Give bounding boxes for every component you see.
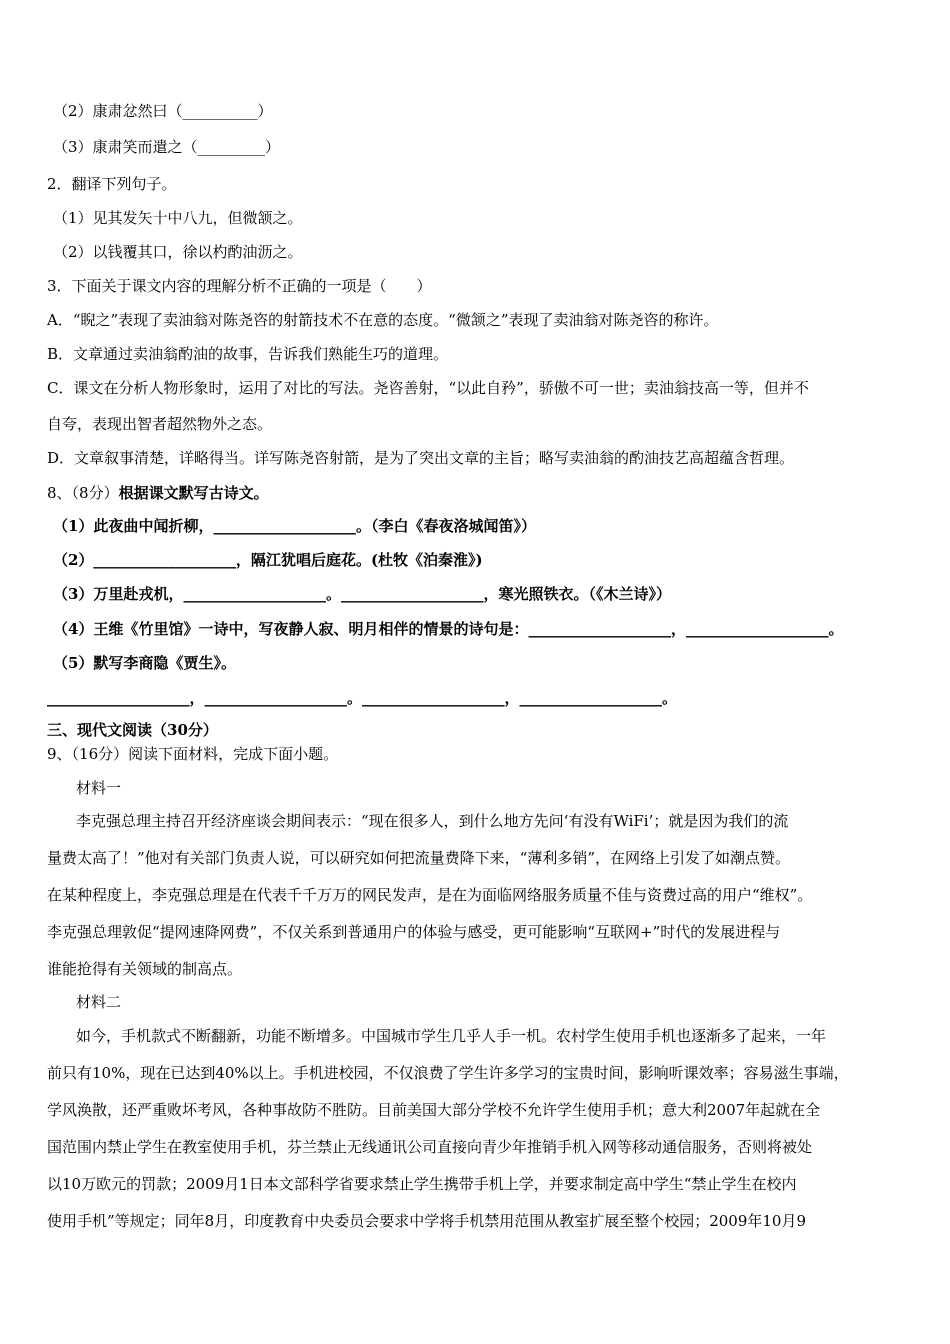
q8-header [47,483,269,503]
q2-item-1: （1）见其发矢十中八九，但微颔之。 [53,209,303,227]
material-1-line: 李克强总理主持召开经济座谈会期间表示：“现在很多人，到什么地方先问‘有没有WiFi’；就是因为我们的流 [76,812,789,830]
q8-prefix: 8、（8分） [47,484,119,502]
material-2-line: 学风涣散，还严重败坏考风，各种事故防不胜防。目前美国大部分学校不允许学生使用手机；意大利2007年起就在全 [47,1101,821,1119]
q8-item-1: （1）此夜曲中闻折柳，___________________。（李白《春夜洛城闻笛》） [53,517,536,535]
q3-option-c-line1: C．课文在分析人物形象时，运用了对比的写法。尧咨善射，“以此自矜”，骄傲不可一世；卖油翁技高一等，但并不 [47,379,809,397]
q3-option-b: B．文章通过卖油翁酌油的故事，告诉我们熟能生巧的道理。 [47,345,449,363]
material-1-title: 材料一 [76,779,122,797]
material-2-line: 如今，手机款式不断翻新，功能不断增多。中国城市学生几乎人手一机。农村学生使用手机也逐渐多了起来，一年 [76,1027,827,1045]
q3-option-a: A．“睨之”表现了卖油翁对陈尧咨的射箭技术不在意的态度。“微颔之”表现了卖油翁对陈尧咨的称许。 [47,311,719,329]
q8-item-3: （3）万里赴戎机，___________________。___________________，寒光照铁衣。（《木兰诗》） [53,585,671,603]
q8-item-2: （2）___________________，隔江犹唱后庭花。(杜牧《泊秦淮》) [53,551,483,569]
material-2-line: 前只有10%，现在已达到40%以上。手机进校园，不仅浪费了学生许多学习的宝贵时间，影响听课效率；容易滋生事端， [47,1064,849,1082]
q8-item-5: （5）默写李商隐《贾生》。 [53,654,236,672]
material-1-line: 李克强总理敦促“提网速降网费”，不仅关系到普通用户的体验与感受，更可能影响“互联网+”时代的发展进程与 [47,923,781,941]
material-2-line: 以10万欧元的罚款；2009月1日本文部科学省要求禁止学生携带手机上学，并要求制定高中学生“禁止学生在校内 [47,1175,797,1193]
q8-item-4: （4）王维《竹里馆》一诗中，写夜静人寂、明月相伴的情景的诗句是：___________________，___________________。 [53,620,844,638]
q3-option-c-line2: 自夸，表现出智者超然物外之态。 [47,415,273,433]
material-2-line: 国范围内禁止学生在教室使用手机，芬兰禁止无线通讯公司直接向青少年推销手机入网等移动通信服务，否则将被处 [47,1138,813,1156]
q1-item-3: （3）康肃笑而遣之（_________） [53,138,281,156]
q3-option-d: D．文章叙事清楚，详略得当。详写陈尧咨射箭，是为了突出文章的主旨；略写卖油翁的酌油技艺高超蕴含哲理。 [47,449,795,467]
section-3-heading: 三、现代文阅读（30分） [47,721,218,739]
q8-answer-blanks: ___________________，___________________。___________________，___________________。 [47,689,678,707]
material-2-title: 材料二 [76,993,122,1011]
q9-header: 9、（16分）阅读下面材料，完成下面小题。 [47,745,339,763]
material-2-line: 使用手机”等规定；同年8月，印度教育中央委员会要求中学将手机禁用范围从教室扩展至整个校园；2009年10月9 [47,1212,807,1230]
material-1-line: 在某种程度上，李克强总理是在代表千千万万的网民发声，是在为面临网络服务质量不佳与资费过高的用户“维权”。 [47,886,813,904]
q8-title: 根据课文默写古诗文。 [118,484,269,502]
q3-title: 3．下面关于课文内容的理解分析不正确的一项是（ ） [47,277,432,295]
material-1-line: 量费太高了！”他对有关部门负责人说，可以研究如何把流量费降下来，“薄利多销”，在网络上引发了如潮点赞。 [47,849,791,867]
q2-title: 2．翻译下列句子。 [47,175,177,193]
q2-item-2: （2）以钱覆其口，徐以杓酌油沥之。 [53,243,303,261]
material-1-line: 谁能抢得有关领域的制高点。 [47,960,243,978]
q1-item-2: （2）康肃忿然曰（__________） [53,102,273,120]
